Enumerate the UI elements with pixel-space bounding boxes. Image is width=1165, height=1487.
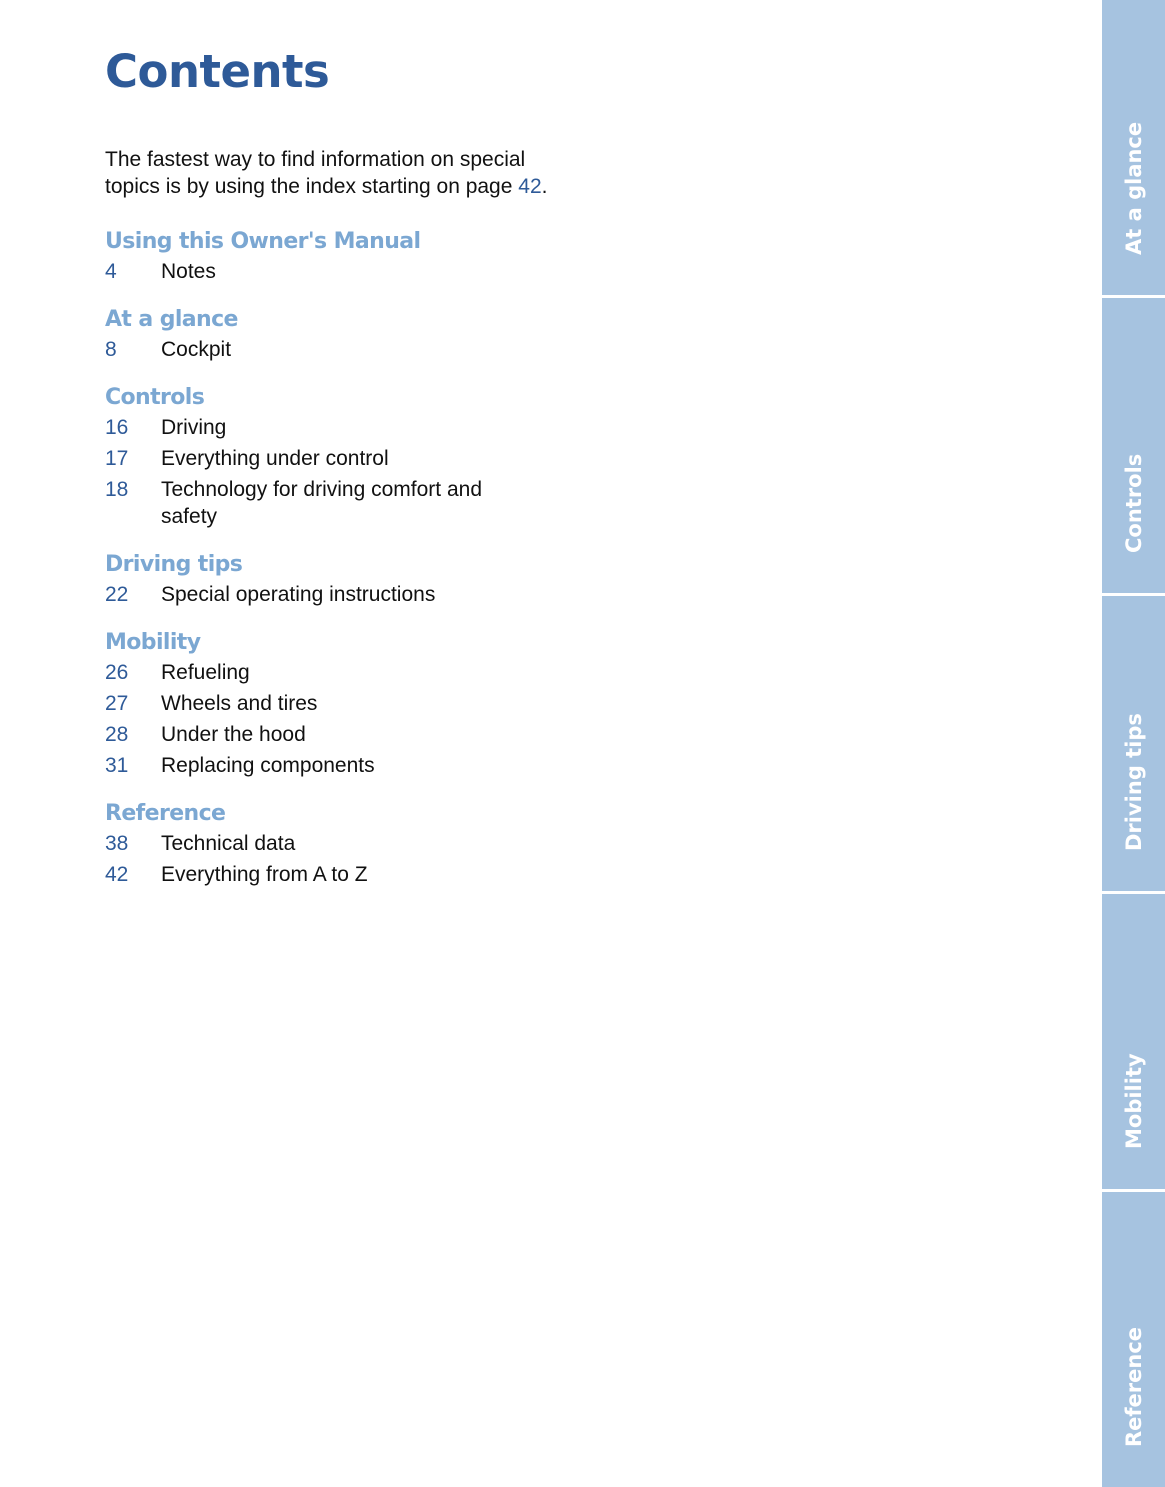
toc-section [105, 226, 575, 285]
entry-page-number: 27 [105, 692, 129, 715]
intro-paragraph [105, 146, 575, 200]
entry-page-number: 8 [105, 338, 117, 361]
toc-section [105, 549, 575, 608]
section-title[interactable]: At a glance [105, 307, 238, 332]
chapter-tab-label: Controls [1121, 453, 1146, 553]
toc-entry[interactable] [105, 721, 575, 748]
chapter-tab-label: Reference [1121, 1326, 1146, 1447]
entry-page-number: 28 [105, 723, 129, 746]
toc-entry[interactable] [105, 336, 575, 363]
toc-section [105, 798, 575, 888]
toc-entry[interactable] [105, 258, 575, 285]
section-title[interactable]: Mobility [105, 630, 201, 655]
chapter-tab-label: Mobility [1121, 1053, 1146, 1149]
chapter-tab-bar [1102, 0, 1165, 1487]
entry-label: Refueling [161, 661, 250, 684]
toc-section [105, 382, 575, 530]
page-title: Contents [105, 45, 330, 98]
toc-entry[interactable] [105, 581, 575, 608]
entry-label: Technical data [161, 832, 296, 855]
entry-page-number: 18 [105, 478, 129, 501]
entry-page-number: 38 [105, 832, 129, 855]
toc-entry[interactable] [105, 445, 575, 472]
toc-entry[interactable] [105, 861, 575, 888]
entry-label: Special operating instructions [161, 583, 436, 606]
entry-page-number: 42 [105, 863, 129, 886]
chapter-tab[interactable] [1102, 1192, 1165, 1487]
table-of-contents [105, 226, 575, 907]
chapter-tab[interactable] [1102, 894, 1165, 1189]
chapter-tab[interactable] [1102, 0, 1165, 295]
entry-label: Replacing components [161, 754, 375, 777]
entry-label: Cockpit [161, 338, 232, 361]
chapter-tab-label: At a glance [1121, 121, 1146, 255]
intro-text: The fastest way to find information on special topics is by using the index starting on page [105, 148, 526, 198]
section-title[interactable]: Controls [105, 385, 205, 410]
toc-section [105, 304, 575, 363]
chapter-tab-label: Driving tips [1121, 713, 1146, 851]
section-title[interactable]: Driving tips [105, 552, 243, 577]
entry-label: Everything from A to Z [161, 863, 368, 886]
entry-page-number: 26 [105, 661, 129, 684]
entry-label: Driving [161, 416, 227, 439]
chapter-tab[interactable] [1102, 596, 1165, 891]
toc-entry[interactable] [105, 476, 575, 530]
entry-label: Notes [161, 260, 216, 283]
toc-entry[interactable] [105, 414, 575, 441]
entry-label: Everything under control [161, 447, 389, 470]
section-title[interactable]: Reference [105, 801, 226, 826]
toc-entry[interactable] [105, 752, 575, 779]
index-page-link[interactable]: 42 [518, 175, 542, 198]
entry-page-number: 16 [105, 416, 129, 439]
toc-section [105, 627, 575, 779]
toc-entry[interactable] [105, 659, 575, 686]
chapter-tab[interactable] [1102, 298, 1165, 593]
entry-page-number: 31 [105, 754, 129, 777]
entry-page-number: 4 [105, 260, 117, 283]
entry-page-number: 17 [105, 447, 129, 470]
entry-label: Technology for driving comfort and safety [161, 478, 482, 528]
toc-entry[interactable] [105, 690, 575, 717]
section-title[interactable]: Using this Owner's Manual [105, 229, 421, 254]
toc-entry[interactable] [105, 830, 575, 857]
entry-label: Under the hood [161, 723, 306, 746]
entry-label: Wheels and tires [161, 692, 318, 715]
entry-page-number: 22 [105, 583, 129, 606]
intro-suffix: . [541, 175, 548, 198]
